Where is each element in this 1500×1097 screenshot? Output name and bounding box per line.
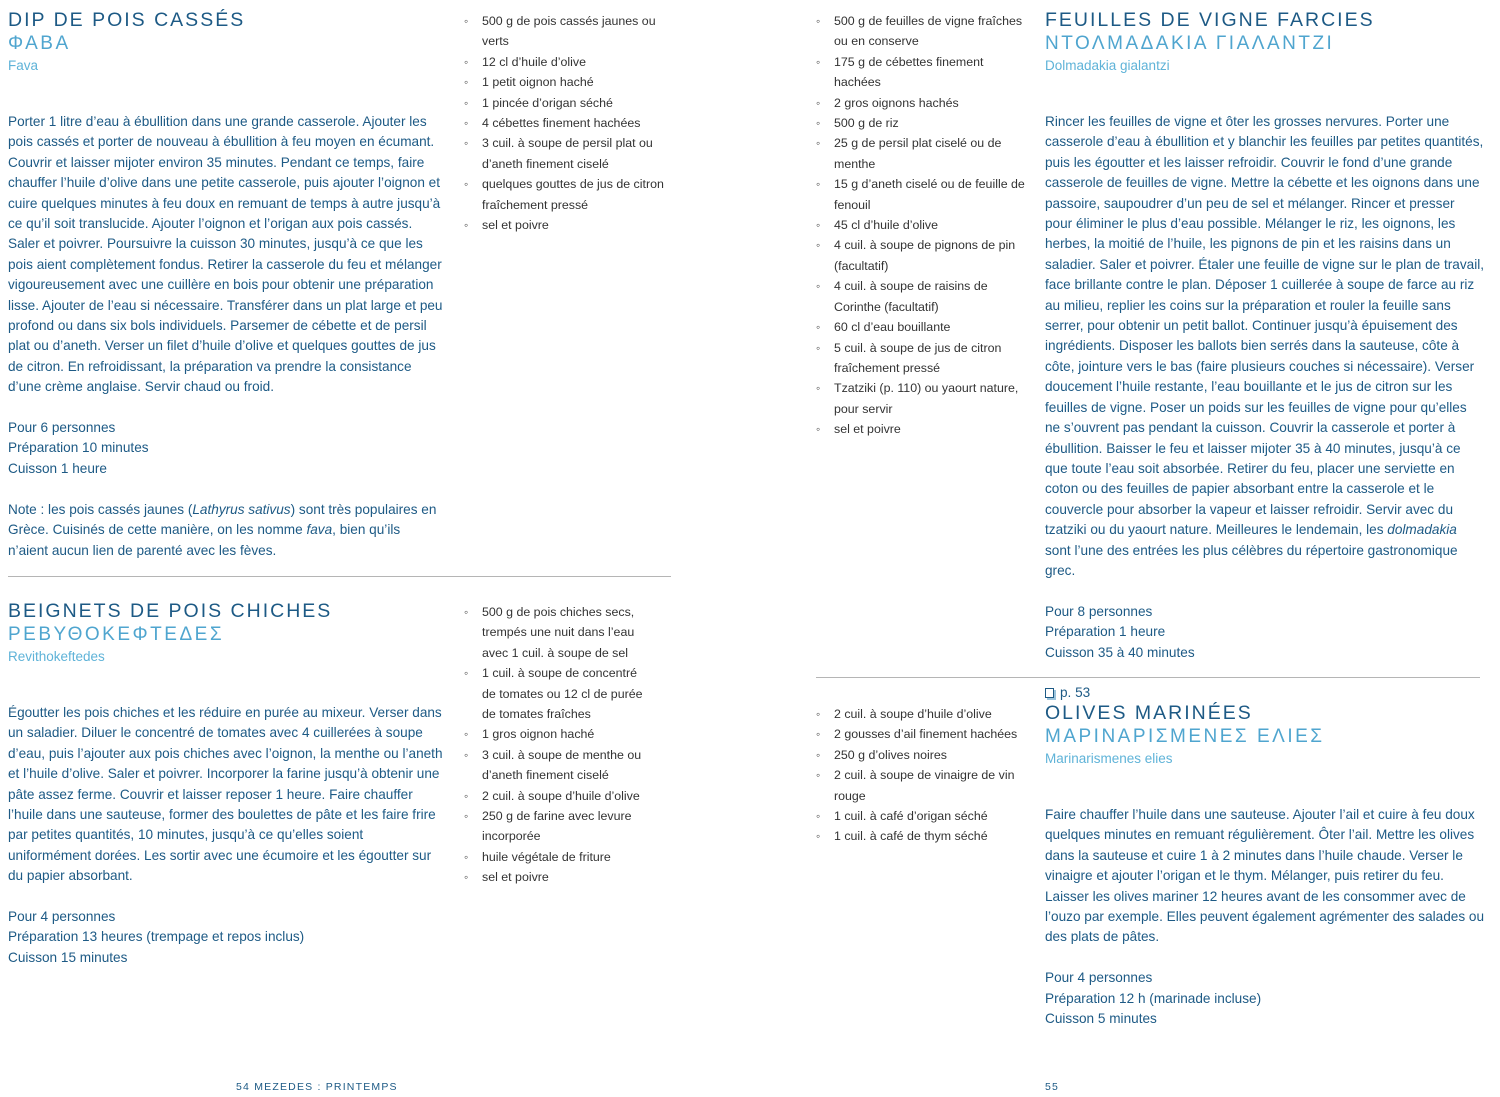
recipe-method	[8, 112, 443, 561]
serves: Pour 4 personnes	[8, 909, 116, 925]
cook-time: Cuisson 1 heure	[8, 460, 107, 476]
ingredient-item: ◦ huile végétale de friture	[464, 847, 654, 867]
ingredient-item: ◦ 12 cl d’huile d’olive	[464, 52, 679, 72]
recipe-title: OLIVES MARINÉES	[1045, 702, 1253, 724]
ingredient-item: ◦ 500 g de riz	[816, 113, 1031, 133]
ingredient-item: ◦ 250 g de farine avec levure incorporée	[464, 806, 654, 847]
ingredient-item: ◦ 2 cuil. à soupe d’huile d’olive	[816, 704, 1031, 724]
recipe-olives	[1045, 701, 1485, 1029]
method-paragraph: Porter 1 litre d’eau à ébullition dans une grande casserole. Ajouter les pois cassés et porter de nouveau à ébullition à feu moyen en écumant. Couvrir et laisser mijoter environ 35 minutes. Pendant ce temps, faire chauffer l’huile d’olive dans une petite casserole, puis ajouter l’oignon et cuire quelques minutes à feu doux en remuant de temps à autre jusqu’à ce qu’il soit translucide. Ajouter l’oignon et l’origan aux pois cassés. Saler et poivrer. Poursuivre la cuisson 30 minutes, jusqu’à ce que les pois aient complètement fondus. Retirer la casserole du feu et mélanger vigoureusement avec une cuillère en bois pour obtenir une préparation lisse. Ajouter de l’eau si nécessaire. Transférer dans un plat large et peu profond ou dans six bols individuels. Parsemer de cébette et de persil plat ou d’aneth. Verser un filet d’huile d’olive et quelques gouttes de jus de citron. En refroidissant, la préparation va prendre la consistance d’une crème anglaise. Servir chaud ou froid.	[8, 114, 443, 395]
ingredient-item: ◦ 1 gros oignon haché	[464, 724, 654, 744]
method-paragraph: Faire chauffer l’huile dans une sauteuse. Ajouter l’ail et cuire à feu doux quelques minutes en remuant régulièrement. Ôter l’ail. Mettre les olives dans la sauteuse et cuire 1 à 2 minutes dans l’huile chaude. Verser le vinaigre et ajouter l’origan et le thym. Mélanger, puis retirer du feu. Laisser les olives mariner 12 heures avant de les consommer avec de l’ouzo par exemple. Elles peuvent également agrémenter des salades ou des plats de pâtes.	[1045, 807, 1485, 945]
ingredient-item: ◦ sel et poivre	[816, 419, 1031, 439]
ingredient-item: ◦ quelques gouttes de jus de citron fraîchement pressé	[464, 174, 679, 215]
recipe-greek-title: ΡΕΒΥΘΟΚΕΦΤΕΔΕΣ	[8, 624, 225, 645]
recipe-method	[1045, 112, 1485, 663]
recipe-note: Note : les pois cassés jaunes (Lathyrus sativus) sont très populaires en Grèce. Cuisinés de cette manière, on les nomme fava, bien qu’ils n’aient aucun lien de parenté avec les fèves.	[8, 501, 437, 558]
ingredient-item: ◦ 45 cl d’huile d’olive	[816, 215, 1031, 235]
recipe-info	[1045, 968, 1485, 1029]
ingredient-item: ◦ 175 g de cébettes finement hachées	[816, 52, 1031, 93]
recipe-method	[8, 703, 443, 968]
recipe-feuilles	[1045, 8, 1485, 703]
recipe-title: DIP DE POIS CASSÉS	[8, 9, 246, 31]
prep-time: Préparation 13 heures (trempage et repos inclus)	[8, 929, 305, 945]
recipe-greek-title: ΝΤΟΛΜΑΔΑΚΙΑ ΓΙΑΛΑΝΤΖΙ	[1045, 33, 1335, 54]
ingredient-item: ◦ 250 g d’olives noires	[816, 745, 1031, 765]
recipe-greek-title: ΦΑΒΑ	[8, 33, 71, 54]
ingredient-item: ◦ sel et poivre	[464, 867, 654, 887]
cook-time: Cuisson 5 minutes	[1045, 1011, 1157, 1027]
prep-time: Préparation 10 minutes	[8, 440, 149, 456]
ingredient-item: ◦ sel et poivre	[464, 215, 679, 235]
ingredients-list-beignets	[464, 602, 654, 888]
recipe-beignets	[8, 599, 443, 968]
ingredient-item: ◦ 1 pincée d’origan séché	[464, 93, 679, 113]
recipe-title: BEIGNETS DE POIS CHICHES	[8, 600, 333, 622]
ingredient-item: ◦ 500 g de pois chiches secs, trempés une nuit dans l’eau avec 1 cuil. à soupe de sel	[464, 602, 654, 663]
ingredient-item: ◦ 1 cuil. à café d’origan séché	[816, 806, 1031, 826]
recipe-info	[1045, 602, 1485, 663]
ingredient-item: ◦ 1 cuil. à soupe de concentré de tomates ou 12 cl de purée de tomates fraîches	[464, 663, 654, 724]
method-paragraph: Rincer les feuilles de vigne et ôter les grosses nervures. Porter une casserole d’eau à ébullition et y blanchir les feuilles par petites quantités, puis les égoutter et les laisser refroidir. Couvrir le fond d’une grande casserole de feuilles de vigne. Mettre la cébette et les oignons dans une passoire, saupoudrer d’un peu de sel et mélanger. Rincer et presser pour éliminer le plus d’eau possible. Mélanger le riz, les oignons, les herbes, la moitié de l’huile, les pignons de pin et les raisins dans un saladier. Saler et poivrer. Étaler une feuille de vigne sur le plan de travail, face brillante contre le plan. Déposer 1 cuillerée à soupe de farce au riz au milieu, replier les coins sur la préparation et rouler la feuille sans serrer, pour obtenir un petit ballot. Continuer jusqu’à épuisement des ingrédients. Disposer les ballots bien serrés dans la sauteuse, côte à côte, jointure vers le bas (faire plusieurs couches si nécessaire). Verser doucement l’huile restante, l’eau bouillante et le jus de citron sur les feuilles de vigne. Poser un poids sur les feuilles de vigne pour qu’elles ne s’ouvrent pas pendant la cuisson. Couvrir la casserole et porter à ébullition. Baisser le feu et laisser mijoter 35 à 40 minutes, jusqu’à ce que toute l’eau soit absorbée. Retirer du feu, placer une serviette en coton ou des feuilles de papier absorbant entre la casserole et le couvercle pour absorber la vapeur et laisser refroidir. Servir avec du tzatziki ou du yaourt nature. Meilleures le lendemain, les dolmadakia sont l’une des entrées les plus célèbres du répertoire gastronomique grec.	[1045, 114, 1485, 578]
footer-right: 55	[1045, 1081, 1060, 1093]
ingredient-item: ◦ 60 cl d’eau bouillante	[816, 317, 1031, 337]
method-paragraph: Égoutter les pois chiches et les réduire en purée au mixeur. Verser dans un saladier. Diluer le concentré de tomates avec 4 cuillerées à soupe d’eau, puis l’ajouter aux pois chiches avec l’oignon, la menthe ou l’aneth et l’huile d’olive. Saler et poivrer. Incorporer la farine jusqu’à obtenir une pâte assez ferme. Couvrir et laisser reposer 1 heure. Faire chauffer l’huile dans une sauteuse, former des boulettes de pâte et les faire frire par petites quantités, 10 minutes, jusqu’à ce qu’elles soient uniformément dorées. Les sortir avec une écumoire et les égoutter sur du papier absorbant.	[8, 705, 443, 884]
ingredient-item: ◦ 5 cuil. à soupe de jus de citron fraîchement pressé	[816, 338, 1031, 379]
ingredients-list-olives	[816, 704, 1031, 847]
recipe-transliteration: Fava	[8, 58, 39, 73]
ingredient-item: ◦ 1 cuil. à café de thym séché	[816, 826, 1031, 846]
serves: Pour 4 personnes	[1045, 970, 1153, 986]
recipe-transliteration: Dolmadakia gialantzi	[1045, 58, 1170, 73]
ingredient-item: ◦ 2 cuil. à soupe de vinaigre de vin rouge	[816, 765, 1031, 806]
ingredient-item: ◦ 2 gousses d’ail finement hachées	[816, 724, 1031, 744]
recipe-info	[8, 907, 443, 968]
footer-left: 54 MEZEDES : PRINTEMPS	[236, 1081, 398, 1093]
recipe-transliteration: Revithokeftedes	[8, 649, 105, 664]
ingredients-list-fava	[464, 11, 679, 235]
prep-time: Préparation 12 h (marinade incluse)	[1045, 990, 1262, 1006]
recipe-transliteration: Marinarismenes elies	[1045, 751, 1173, 766]
ingredient-item: ◦ 3 cuil. à soupe de menthe ou d’aneth finement ciselé	[464, 745, 654, 786]
ingredient-item: ◦ 4 cuil. à soupe de pignons de pin (facultatif)	[816, 235, 1031, 276]
ingredient-item: ◦ 25 g de persil plat ciselé ou de menthe	[816, 133, 1031, 174]
prep-time: Préparation 1 heure	[1045, 624, 1166, 640]
section-divider	[8, 576, 671, 577]
ingredient-item: ◦ 2 cuil. à soupe d’huile d’olive	[464, 786, 654, 806]
recipe-info	[8, 418, 443, 479]
ingredients-list-feuilles	[816, 11, 1031, 440]
ingredient-item: ◦ 1 petit oignon haché	[464, 72, 679, 92]
serves: Pour 6 personnes	[8, 420, 116, 436]
ingredient-item: ◦ 4 cuil. à soupe de raisins de Corinthe (facultatif)	[816, 276, 1031, 317]
ingredient-item: ◦ Tzatziki (p. 110) ou yaourt nature, pour servir	[816, 378, 1031, 419]
recipe-fava	[8, 8, 443, 561]
cook-time: Cuisson 15 minutes	[8, 949, 128, 965]
ingredient-item: ◦ 15 g d’aneth ciselé ou de feuille de fenouil	[816, 174, 1031, 215]
cook-time: Cuisson 35 à 40 minutes	[1045, 644, 1195, 660]
recipe-title: FEUILLES DE VIGNE FARCIES	[1045, 9, 1375, 31]
page-reference: p. 53	[1060, 684, 1091, 700]
recipe-greek-title: ΜΑΡΙΝΑΡΙΣΜΕΝΕΣ ΕΛΙΕΣ	[1045, 726, 1325, 747]
ingredient-item: ◦ 500 g de pois cassés jaunes ou verts	[464, 11, 679, 52]
ingredient-item: ◦ 500 g de feuilles de vigne fraîches ou en conserve	[816, 11, 1031, 52]
ingredient-item: ◦ 2 gros oignons hachés	[816, 93, 1031, 113]
serves: Pour 8 personnes	[1045, 603, 1153, 619]
photo-reference-icon	[1045, 688, 1054, 698]
recipe-method	[1045, 805, 1485, 1029]
section-divider	[816, 677, 1480, 678]
ingredient-item: ◦ 3 cuil. à soupe de persil plat ou d’aneth finement ciselé	[464, 133, 679, 174]
ingredient-item: ◦ 4 cébettes finement hachées	[464, 113, 679, 133]
